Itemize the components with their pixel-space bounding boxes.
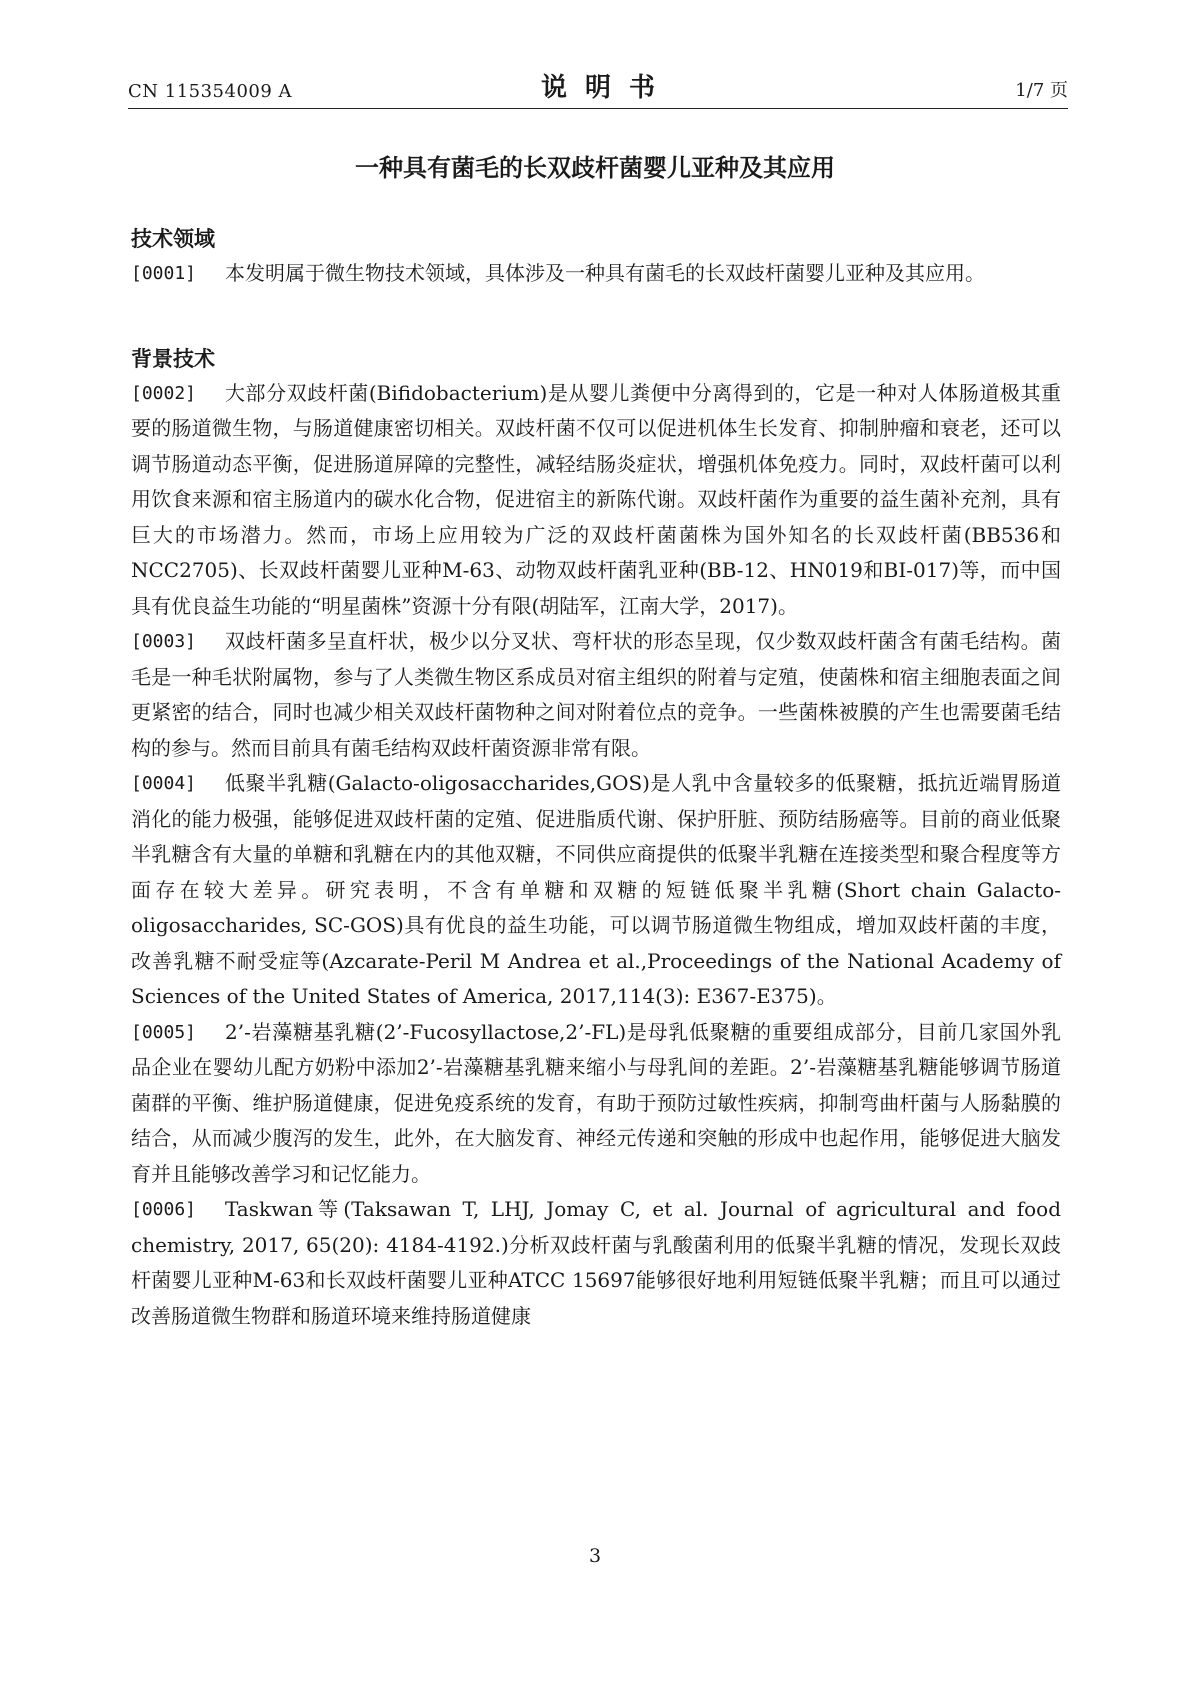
section-heading-background: 背景技术 xyxy=(131,346,215,371)
paragraph-number: [0001] xyxy=(131,263,197,284)
section-heading-technical-field: 技术领域 xyxy=(131,227,215,251)
document-title: 一种具有菌毛的长双歧杆菌婴儿亚种及其应用 xyxy=(355,154,835,182)
page-info: 1/7 页 xyxy=(1015,80,1068,101)
paragraph-text: 2’-岩藻糖基乳糖(2’-Fucosyllactose,2’-FL)是母乳低聚糖的重要组成部分，目前几家国外乳品企业在婴幼儿配方奶粉中添加2’-岩藻糖基乳糖来缩小与母乳间的差距。2’-岩藻糖基乳糖能够调节肠道菌群的平衡、维护肠道健康，促进免疫系统的发育，有助于预防过敏性疾病，抑制弯曲杆菌与人肠黏膜的结合，从而减少腹泻的发生，此外，在大脑发育、神经元传递和突触的形成中也起作用，能够促进大脑发育并且能够改善学习和记忆能力。 xyxy=(131,1019,1061,1186)
paragraph-0003 xyxy=(131,624,1061,766)
paragraph-0005 xyxy=(131,1015,1061,1193)
page-number: 3 xyxy=(588,1545,602,1567)
paragraph-0006 xyxy=(131,1192,1061,1334)
page-header xyxy=(128,68,1068,109)
paragraph-number: [0002] xyxy=(131,382,197,404)
paragraph-text: Taskwan等(Taksawan T, LHJ, Jomay C, et al. Journal of agricultural and food chemistry, 2017, 65(20): 4184-4192.)分析双歧杆菌与乳酸菌利用的低聚半乳糖的情况，发现长双歧杆菌婴儿亚种M-63和长双歧杆菌婴儿亚种ATCC 15697能够很好地利用短链低聚半乳糖；而且可以通过改善肠道微生物群和肠道环境来维持肠道健康 xyxy=(131,1197,1061,1328)
paragraph-0001 xyxy=(131,256,1061,292)
paragraph-number: [0003] xyxy=(131,631,197,652)
paragraph-text: 大部分双歧杆菌(Bifidobacterium)是从婴儿粪便中分离得到的，它是一种对人体肠道极其重要的肠道微生物，与肠道健康密切相关。双歧杆菌不仅可以促进机体生长发育、抑制肿瘤和衰老，还可以调节肠道动态平衡，促进肠道屏障的完整性，减轻结肠炎症状，增强机体免疫力。同时，双歧杆菌可以利用饮食来源和宿主肠道内的碳水化合物，促进宿主的新陈代谢。双歧杆菌作为重要的益生菌补充剂，具有巨大的市场潜力。然而，市场上应用较为广泛的双歧杆菌菌株为国外知名的长双歧杆菌(BB536和NCC2705)、长双歧杆菌婴儿亚种M-63、动物双歧杆菌乳亚种(BB-12、HN019和BI-017)等，而中国具有优良益生功能的“明星菌株”资源十分有限(胡陆军，江南大学，2017)。 xyxy=(131,380,1061,618)
paragraph-0004 xyxy=(131,766,1061,1015)
paragraph-text: 低聚半乳糖(Galacto-oligosaccharides,GOS)是人乳中含量较多的低聚糖，抵抗近端胃肠道消化的能力极强，能够促进双歧杆菌的定殖、促进脂质代谢、保护肝脏、预防结肠癌等。目前的商业低聚半乳糖含有大量的单糖和乳糖在内的其他双糖，不同供应商提供的低聚半乳糖在连接类型和聚合程度等方面存在较大差异。研究表明，不含有单糖和双糖的短链低聚半乳糖(Short chain Galacto-oligosaccharides, SC-GOS)具有优良的益生功能，可以调节肠道微生物组成，增加双歧杆菌的丰度，改善乳糖不耐受症等(Azcarate-Peril M Andrea et al.,Proceedings of the National Academy of Sciences of the United States of America, 2017,114(3): E367-E375)。 xyxy=(131,771,1061,1008)
publication-number: CN 115354009 A xyxy=(128,81,293,102)
paragraph-number: [0006] xyxy=(131,1199,197,1220)
paragraph-text: 本发明属于微生物技术领域，具体涉及一种具有菌毛的长双歧杆菌婴儿亚种及其应用。 xyxy=(225,261,985,285)
paragraph-number: [0005] xyxy=(131,1021,197,1043)
paragraph-0002 xyxy=(131,376,1061,625)
paragraph-text: 双歧杆菌多呈直杆状，极少以分叉状、弯杆状的形态呈现，仅少数双歧杆菌含有菌毛结构。菌毛是一种毛状附属物，参与了人类微生物区系成员对宿主组织的附着与定殖，使菌株和宿主细胞表面之间更紧密的结合，同时也减少相关双歧杆菌物种之间对附着位点的竞争。一些菌株被膜的产生也需要菌毛结构的参与。然而目前具有菌毛结构双歧杆菌资源非常有限。 xyxy=(131,629,1061,760)
document-type: 说明书 xyxy=(540,73,673,103)
document-body xyxy=(131,222,1061,1334)
paragraph-number: [0004] xyxy=(131,773,197,794)
